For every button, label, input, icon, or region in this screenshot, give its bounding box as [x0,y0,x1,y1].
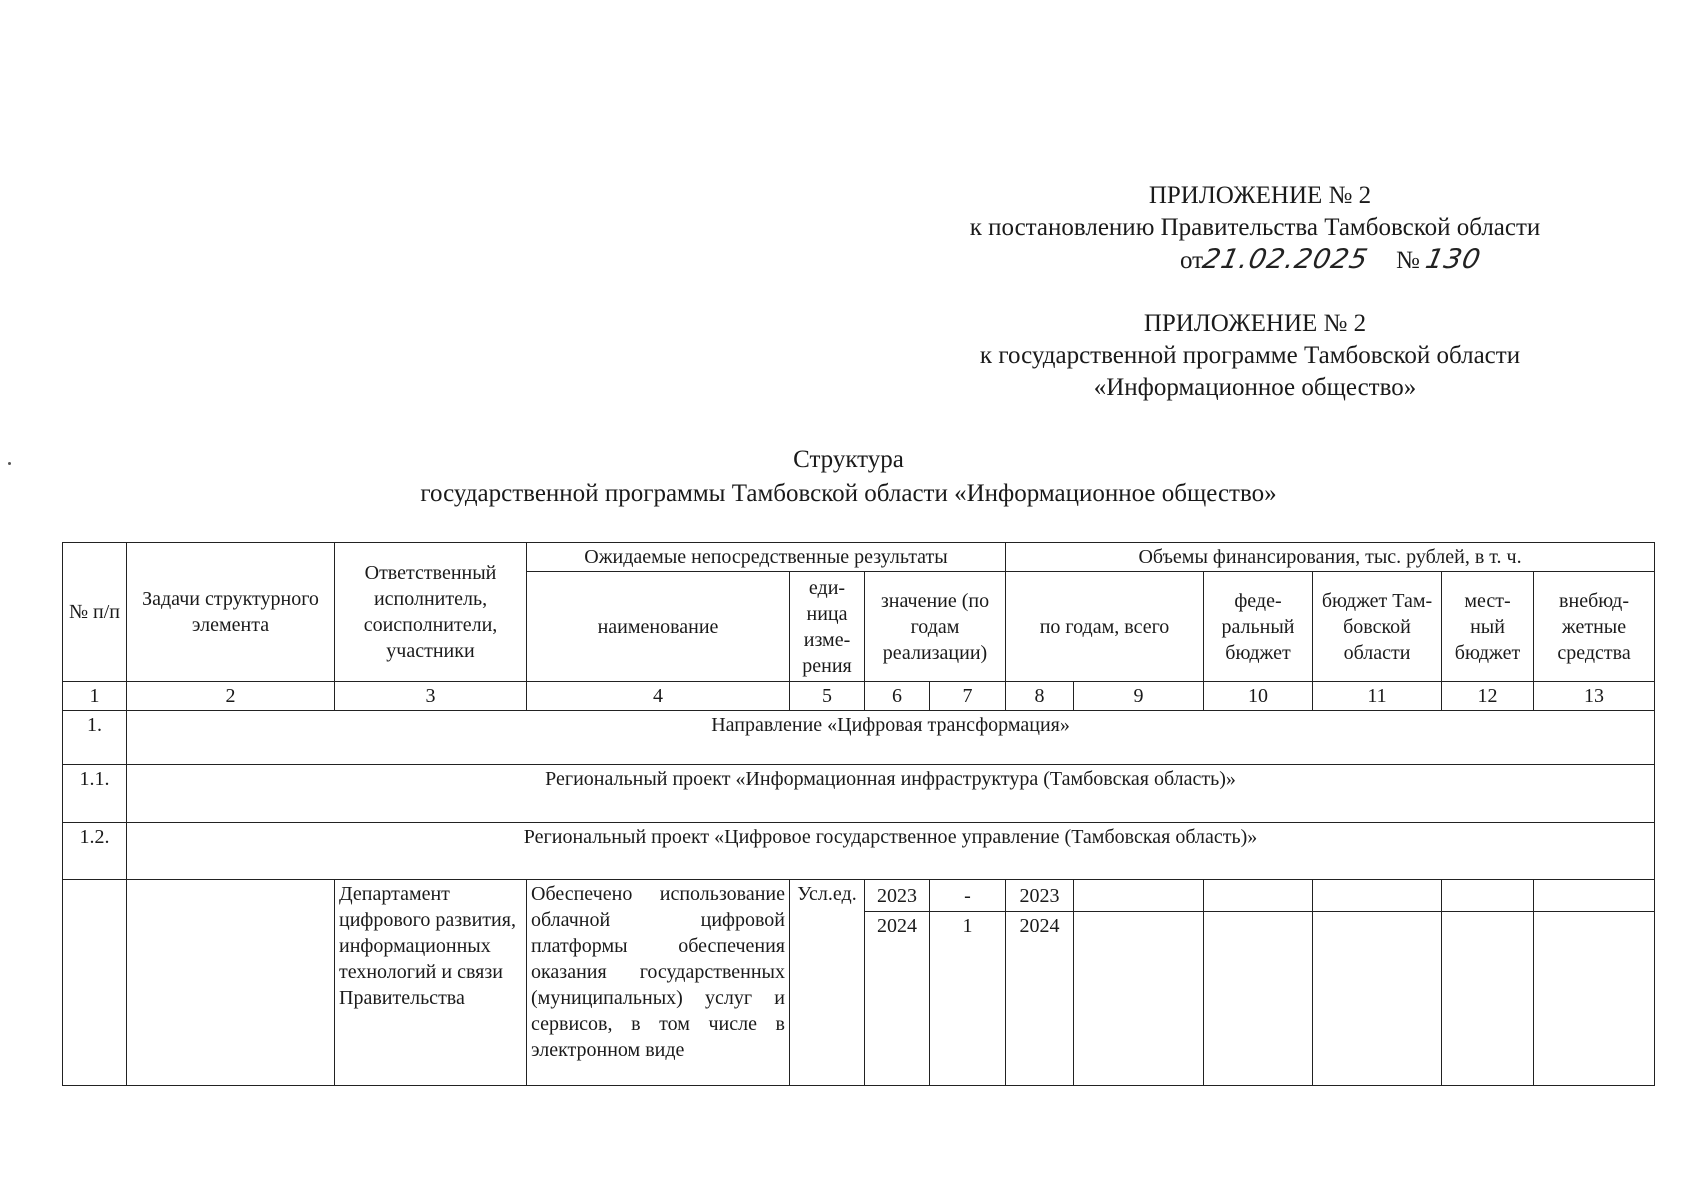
column-number: 5 [790,682,865,711]
column-number: 8 [1006,682,1074,711]
result-name: Обеспечено использование облачной цифровой платформы обеспечения оказания государственных (муниципальных) услуг и сервисов, в том числе в электронном виде [527,880,790,1086]
result-row [63,880,1655,912]
section-number: 1.1. [63,765,127,823]
section-title: Региональный проект «Цифровое государственное управление (Тамбовская область)» [127,823,1655,880]
column-number-row [63,682,1655,711]
column-number: 6 [865,682,930,711]
column-number: 1 [63,682,127,711]
col-header-tasks: Задачи структурного элемента [127,543,335,682]
financing-total [1074,912,1204,1086]
col-header-name: наименование [527,572,790,682]
program-name: «Информационное общество» [1093,374,1417,401]
column-number: 4 [527,682,790,711]
col-header-responsible: Ответственный исполнитель, соисполнители, участники [335,543,527,682]
financing-total [1074,880,1204,912]
value-amount: - [930,880,1006,912]
col-header-extrabudget: внебюд- жетные средства [1534,572,1655,682]
program-appendix-header [880,308,1620,404]
column-number: 9 [1074,682,1204,711]
number-prefix: № [1395,247,1420,274]
column-number: 10 [1204,682,1313,711]
financing-year: 2023 [1006,880,1074,912]
document-title [0,443,1697,511]
document-title-line2: государственной программы Тамбовской области «Информационное общество» [420,480,1277,507]
section-number: 1.2. [63,823,127,880]
program-appendix-title: ПРИЛОЖЕНИЕ № 2 [1143,310,1367,337]
financing-local [1442,912,1534,1086]
value-amount: 1 [930,912,1006,1086]
decree-date-line [880,244,1630,277]
structure-table [62,542,1655,1086]
value-year: 2023 [865,880,930,912]
col-header-expected-results: Ожидаемые непосредственные результаты [527,543,1006,572]
section-row [63,765,1655,823]
financing-regional [1313,880,1442,912]
col-header-value: значение (по годам реализации) [865,572,1006,682]
result-unit: Усл.ед. [790,880,865,1086]
header-row-1 [63,543,1655,572]
financing-extrabudget [1534,880,1655,912]
empty-cell [127,880,335,1086]
section-number: 1. [63,711,127,765]
column-number: 11 [1313,682,1442,711]
col-header-by-years: по годам, всего [1006,572,1204,682]
financing-extrabudget [1534,912,1655,1086]
financing-local [1442,880,1534,912]
column-number: 3 [335,682,527,711]
empty-cell [63,880,127,1086]
column-number: 2 [127,682,335,711]
handwritten-date: 21.02.2025 [1199,244,1372,275]
col-header-num: № п/п [63,543,127,682]
financing-federal [1204,880,1313,912]
decree-appendix-title: ПРИЛОЖЕНИЕ № 2 [1148,182,1372,209]
financing-federal [1204,912,1313,1086]
program-appendix-line: к государственной программе Тамбовской области [979,342,1521,369]
decree-appendix-header [880,180,1630,277]
date-prefix: от [1180,247,1204,274]
decree-appendix-line: к постановлению Правительства Тамбовской области [969,214,1541,241]
col-header-financing: Объемы финансирования, тыс. рублей, в т. ч. [1006,543,1655,572]
financing-year: 2024 [1006,912,1074,1086]
col-header-regional: бюджет Там- бовской области [1313,572,1442,682]
column-number: 12 [1442,682,1534,711]
section-title: Направление «Цифровая трансформация» [127,711,1655,765]
responsible-executor: Департамент цифрового развития, информационных технологий и связи Правительства [335,880,527,1086]
financing-regional [1313,912,1442,1086]
handwritten-number: 130 [1422,244,1485,275]
section-row [63,711,1655,765]
col-header-federal: феде- ральный бюджет [1204,572,1313,682]
section-row [63,823,1655,880]
scan-speck [8,462,11,465]
document-title-line1: Структура [793,446,904,473]
col-header-local: мест- ный бюджет [1442,572,1534,682]
col-header-unit: еди- ница изме- рения [790,572,865,682]
column-number: 7 [930,682,1006,711]
column-number: 13 [1534,682,1655,711]
value-year: 2024 [865,912,930,1086]
section-title: Региональный проект «Информационная инфраструктура (Тамбовская область)» [127,765,1655,823]
